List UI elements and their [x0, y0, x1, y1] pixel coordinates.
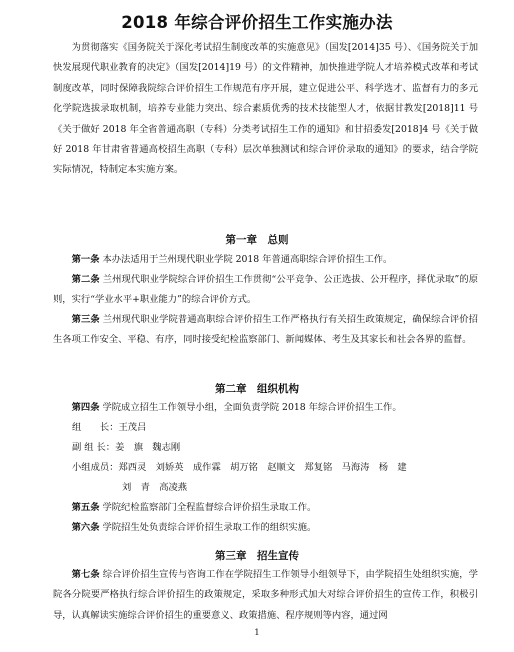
article-1-text: 本办法适用于兰州现代职业学院 2018 年普通高职综合评价招生工作。 [99, 254, 393, 265]
article-6-text: 学院招生处负责综合评价招生录取工作的组织实施。 [99, 522, 317, 533]
intro-paragraph: 为贯彻落实《国务院关于深化考试招生制度改革的实施意见》（国发[2014]35 号）、《国务院关于加快发展现代职业教育的决定》（国发[2014]19 号）的文件精神，加快推进学院人才培养模式改革和考试制度改革，同时保障我院综合评价招生工作规范有序开展，建立促进公平、科学选才、监督有力的多元化学院选拔录取机制，培养专业能力突出、综合素质优秀的技术技能型人才，依据甘教发[2018]11 号《关于做好 2018 年全省普通高职（专科）分类考试招生工作的通知》和甘招委发[2018]4 号《关于做好 2018 年甘肃省普通高校招生高职（专科）层次单独测试和综合评价录取的通知》的要求，结合学院实际情况，特制定本实施方案。 [53, 42, 478, 176]
article-3-lead: 第三条 [71, 314, 100, 325]
article-5 [53, 498, 478, 518]
article-4-lead: 第四条 [71, 402, 100, 413]
article-7-text: 综合评价招生宣传与咨询工作在学院招生工作领导小组领导下，由学院招生处组织实施，学院各分院要严格执行综合评价招生的政策规定，采取多种形式加大对综合评价招生的宣传工作，积极引导，认真解读实施综合评价招生的重要意义、政策措施、程序规则等内容，通过网 [53, 569, 478, 621]
leader-line: 组 长：王茂吕 [72, 422, 147, 433]
article-1 [53, 250, 478, 270]
members-line-1: 小组成员：郑西灵 刘娇英 成作霖 胡万铭 赵顺文 郑复铭 马海涛 杨 建 [72, 462, 407, 473]
chapter-1-heading: 第一章 总则 [225, 234, 289, 246]
article-3 [53, 310, 478, 351]
document-title: 2018 年综合评价招生工作实施办法 [121, 13, 393, 32]
article-2-lead: 第二条 [71, 274, 100, 285]
vice-leader-line: 副 组 长：姜 旗 魏志刚 [72, 442, 181, 453]
article-4-text: 学院成立招生工作领导小组，全面负责学院 2018 年综合评价招生工作。 [99, 402, 402, 413]
article-5-lead: 第五条 [71, 502, 100, 513]
article-6-lead: 第六条 [71, 522, 100, 533]
article-2-text: 兰州现代职业学院综合评价招生工作贯彻“公平竞争、公正选拔、公开程序，择优录取”的原则，实行“学业水平+职业能力”的综合评价方式。 [53, 274, 478, 306]
page-number: 1 [254, 628, 260, 638]
article-4 [53, 398, 478, 418]
article-5-text: 学院纪检监察部门全程监督综合评价招生录取工作。 [99, 502, 317, 513]
article-1-lead: 第一条 [71, 254, 100, 265]
article-3-text: 兰州现代职业学院普通高职综合评价招生工作严格执行有关招生政策规定，确保综合评价招生各项工作安全、平稳、有序，同时接受纪检监察部门、新闻媒体、考生及其家长和社会各界的监督。 [53, 314, 478, 346]
chapter-3-heading: 第三章 招生宣传 [215, 550, 299, 562]
members-line-2: 刘 青 高凌燕 [122, 482, 188, 493]
article-6 [53, 518, 478, 538]
chapter-2-heading: 第二章 组织机构 [215, 383, 299, 395]
article-2 [53, 270, 478, 311]
article-7-lead: 第七条 [71, 569, 100, 580]
article-7 [53, 565, 478, 626]
